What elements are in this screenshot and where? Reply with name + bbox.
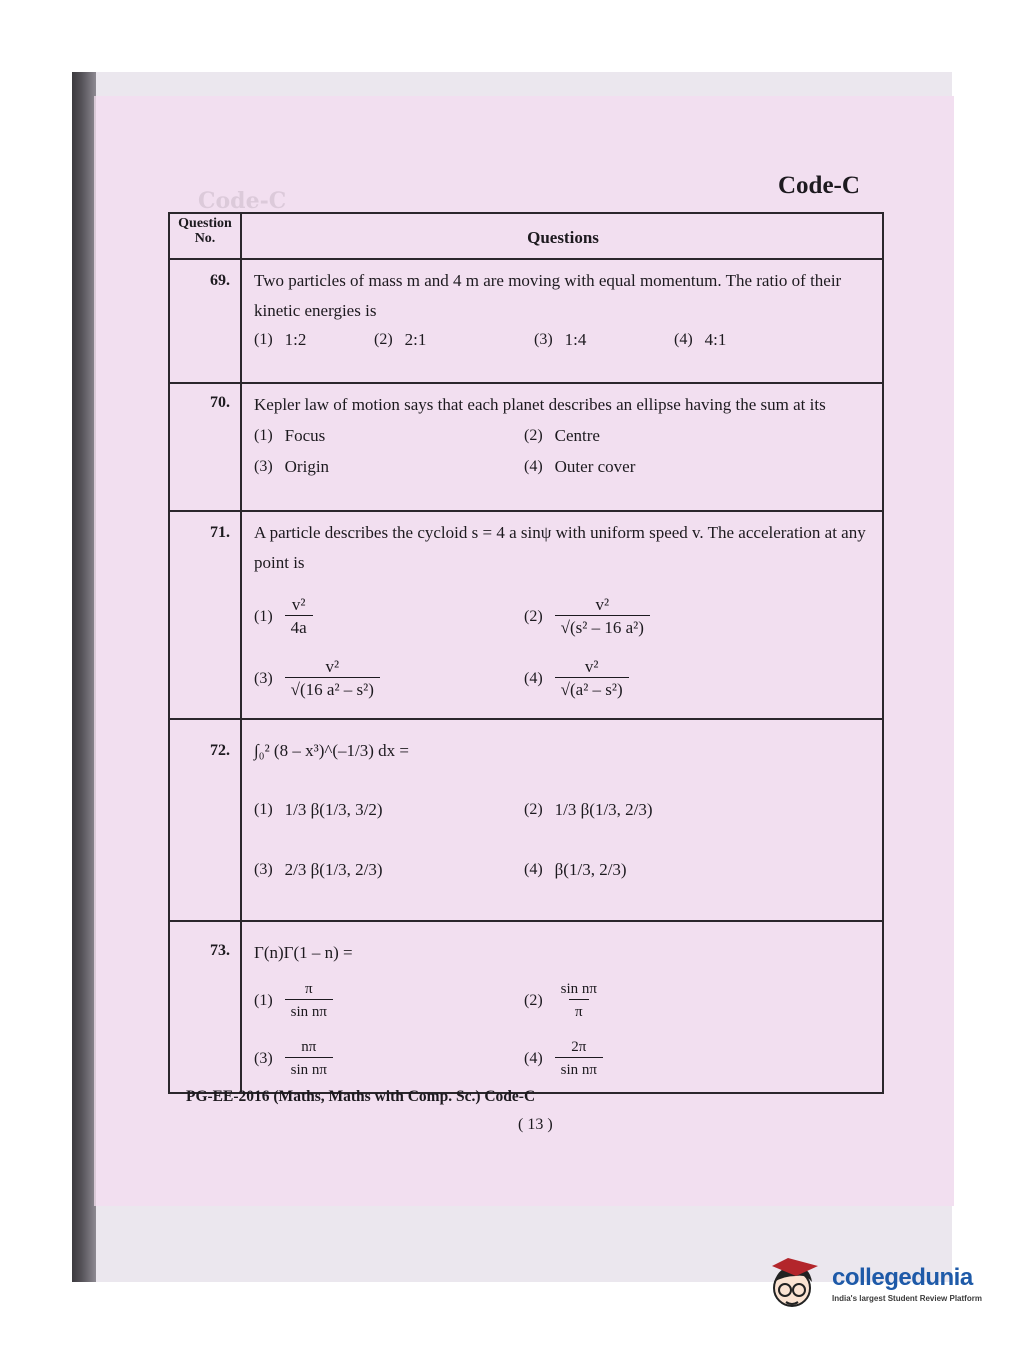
brand-tagline: India's largest Student Review Platform	[832, 1293, 982, 1303]
collegedunia-logo	[766, 1254, 982, 1312]
option-fraction	[555, 595, 650, 639]
question-text: Γ(n)Γ(1 – n) =	[254, 943, 353, 962]
option-text: Origin	[284, 456, 330, 476]
option-text: Centre	[554, 425, 600, 445]
question-71	[170, 512, 882, 720]
denominator: sin nπ	[555, 1057, 603, 1081]
option-number: (4)	[674, 331, 693, 348]
denominator: 4a	[285, 615, 313, 639]
option-number: (1)	[254, 608, 273, 625]
brand-name: collegedunia	[832, 1263, 973, 1291]
scan-edge	[72, 72, 96, 1282]
question-text: ∫₀² (8 – x³)^(–1/3) dx =	[254, 741, 409, 760]
option-number: (3)	[254, 1050, 273, 1067]
exam-footer: PG-EE-2016 (Maths, Maths with Comp. Sc.) Code-C	[186, 1088, 536, 1105]
option-text: 4:1	[704, 330, 727, 349]
numerator: v²	[584, 657, 599, 676]
option-fraction	[285, 1037, 333, 1081]
options	[254, 972, 872, 1088]
option-fraction	[555, 1037, 603, 1081]
option-number: (4)	[524, 457, 543, 475]
options	[254, 586, 872, 710]
option-text: 2:1	[404, 330, 427, 349]
option-number: (3)	[254, 457, 273, 475]
option-number: (1)	[254, 992, 273, 1009]
option-number: (2)	[524, 992, 543, 1009]
col-header-questions: Questions	[527, 228, 599, 247]
option-text: Focus	[284, 425, 326, 445]
question-number: 71.	[170, 512, 242, 718]
numerator: nπ	[301, 1039, 317, 1055]
question-text: A particle describes the cycloid s = 4 a sinψ with uniform speed v. The acceleration at any point is	[254, 523, 866, 572]
option-number: (1)	[254, 801, 273, 818]
option-number: (2)	[374, 331, 393, 348]
option-fraction	[285, 657, 380, 701]
option-text: β(1/3, 2/3)	[554, 860, 627, 879]
option-fraction	[555, 979, 603, 1023]
option-number: (4)	[524, 670, 543, 687]
option-text: 2/3 β(1/3, 2/3)	[284, 860, 383, 879]
denominator: sin nπ	[285, 999, 333, 1023]
option-number: (1)	[254, 426, 273, 444]
option-number: (3)	[534, 331, 553, 348]
page-number: ( 13 )	[518, 1116, 553, 1133]
question-text: Kepler law of motion says that each planet describes an ellipse having the sum at its	[254, 395, 826, 414]
option-text: 1/3 β(1/3, 2/3)	[554, 800, 653, 819]
question-69	[170, 260, 882, 384]
option-text: 1/3 β(1/3, 3/2)	[284, 800, 383, 819]
numerator: v²	[291, 595, 306, 614]
numerator: v²	[595, 595, 610, 614]
question-number: 73.	[170, 922, 242, 1092]
option-number: (4)	[524, 861, 543, 878]
option-fraction	[285, 979, 333, 1023]
options	[254, 780, 872, 900]
option-number: (2)	[524, 426, 543, 444]
question-text: Two particles of mass m and 4 m are moving with equal momentum. The ratio of their kinetic energies is	[254, 271, 842, 320]
options	[254, 420, 872, 482]
mascot-icon	[766, 1254, 824, 1312]
options	[254, 330, 872, 350]
option-number: (1)	[254, 331, 273, 348]
question-73	[170, 922, 882, 1092]
numerator: π	[305, 981, 313, 997]
numerator: v²	[325, 657, 340, 676]
numerator: sin nπ	[560, 981, 597, 997]
option-fraction	[555, 657, 629, 701]
option-number: (2)	[524, 801, 543, 818]
option-number: (3)	[254, 670, 273, 687]
question-70	[170, 384, 882, 512]
option-number: (3)	[254, 861, 273, 878]
bleed-through-text: Code-C	[198, 188, 287, 214]
denominator: π	[569, 999, 589, 1023]
question-72	[170, 720, 882, 922]
table-header	[170, 214, 882, 260]
option-text: Outer cover	[554, 456, 636, 476]
option-number: (2)	[524, 608, 543, 625]
denominator: sin nπ	[285, 1057, 333, 1081]
code-label: Code-C	[778, 172, 860, 199]
numerator: 2π	[571, 1039, 587, 1055]
question-number: 69.	[170, 260, 242, 382]
option-number: (4)	[524, 1050, 543, 1067]
option-fraction	[285, 595, 313, 639]
option-text: 1:2	[284, 330, 307, 349]
question-number: 70.	[170, 384, 242, 510]
question-number: 72.	[170, 720, 242, 920]
denominator: √(a² – s²)	[555, 677, 629, 701]
denominator: √(16 a² – s²)	[285, 677, 380, 701]
col-header-qno: Question No.	[170, 214, 242, 258]
denominator: √(s² – 16 a²)	[555, 615, 650, 639]
option-text: 1:4	[564, 330, 587, 349]
question-table	[168, 212, 884, 1094]
